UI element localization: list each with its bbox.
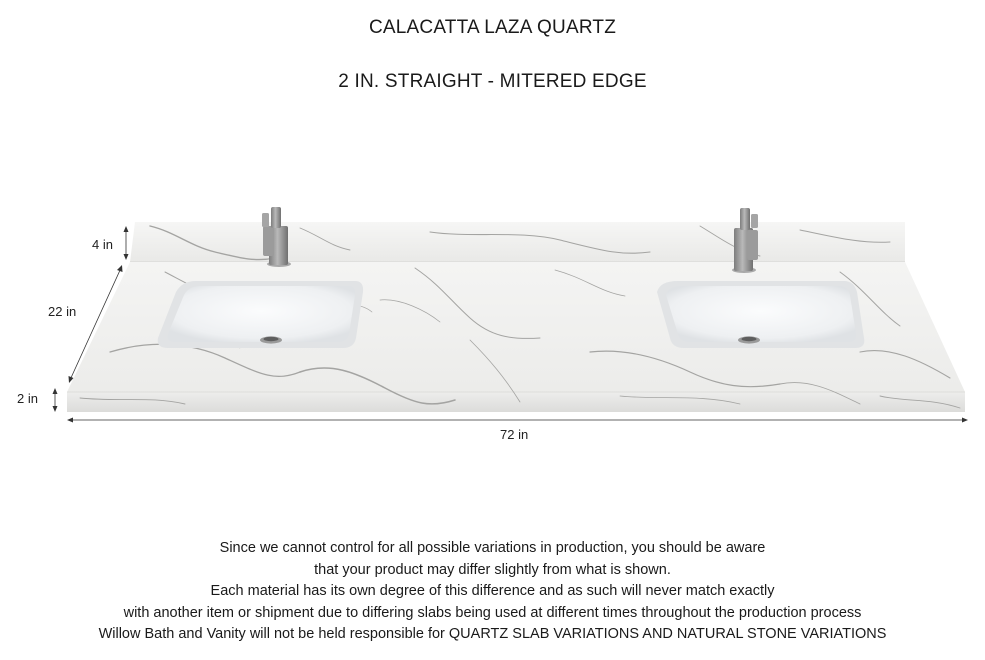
depth-label: 22 in <box>48 304 77 319</box>
edge-style-label: 2 IN. STRAIGHT - MITERED EDGE <box>338 71 647 92</box>
right-sink <box>657 281 864 348</box>
disclaimer-line: with another item or shipment due to differing slabs being used at different times throughout the production process <box>123 604 862 621</box>
thickness-label: 2 in <box>17 391 38 406</box>
backsplash <box>130 222 905 262</box>
disclaimer-line: Each material has its own degree of this difference and as such will never match exactly <box>210 583 775 599</box>
countertop-front-edge <box>67 392 965 412</box>
disclaimer-line: that your product may differ slightly from what is shown. <box>314 561 671 578</box>
product-title: CALACATTA LAZA QUARTZ <box>368 17 617 38</box>
disclaimer-line: Since we cannot control for all possible variations in production, you should be aware <box>219 540 766 556</box>
left-sink <box>158 281 363 348</box>
backsplash-height-label: 4 in <box>92 237 113 252</box>
width-label: 72 in <box>500 427 529 442</box>
disclaimer-line: Willow Bath and Vanity will not be held responsible for QUARTZ SLAB VARIATIONS AND NATURAL STONE VARIATIONS <box>98 626 887 642</box>
disclaimer-text <box>0 538 985 646</box>
